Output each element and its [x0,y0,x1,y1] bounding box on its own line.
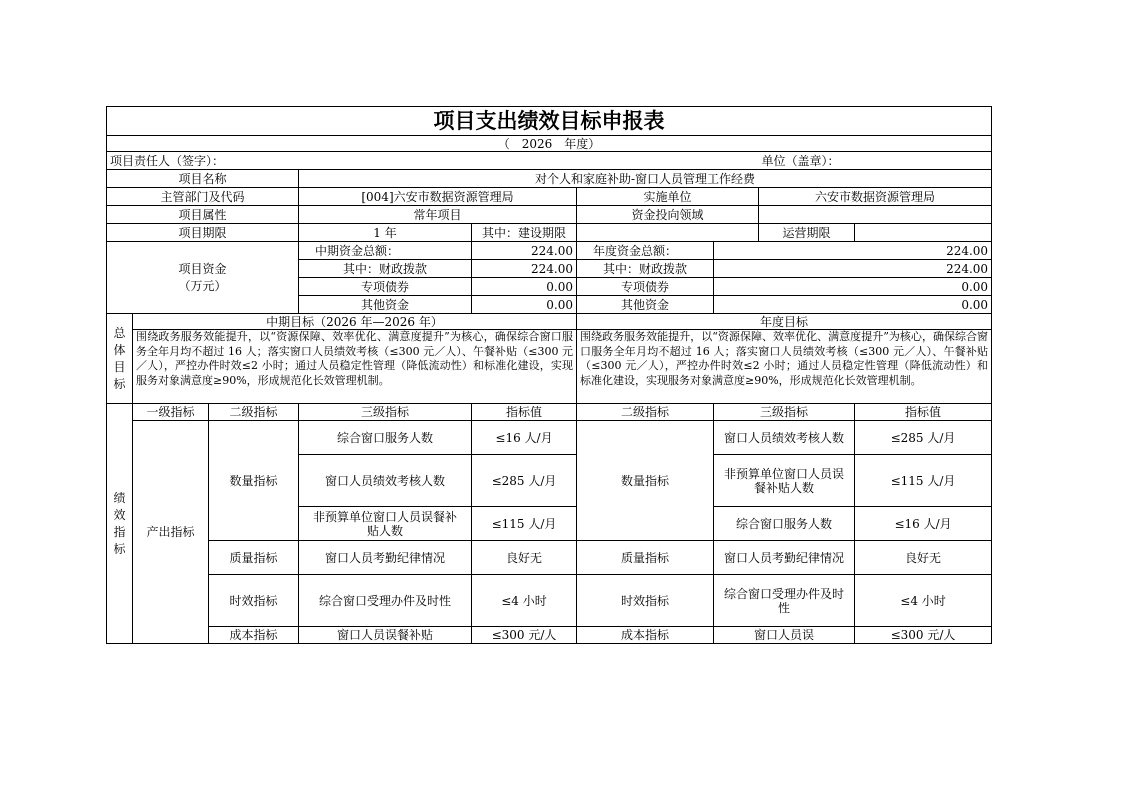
annual-bond-value: 0.00 [714,278,992,296]
annual-indicator-name: 综合窗口受理办件及时性 [714,575,855,627]
project-name-label: 项目名称 [107,170,299,188]
mid-indicator-name: 窗口人员误餐补贴 [299,627,472,644]
mid-other-value: 0.00 [472,296,577,314]
overall-goals-char: 总 [113,325,126,340]
mid-indicator-value: 良好无 [472,541,577,575]
quantity-indicator-label: 数量指标 [209,421,299,541]
mid-indicator-name: 综合窗口服务人数 [299,421,472,455]
indicators-char: 指 [113,524,126,539]
mid-indicator-value: ≤285 人/月 [472,455,577,507]
funds-label-line1: 项目资金 [178,261,227,276]
responsible-signature-label: 项目责任人（签字）： [107,152,759,170]
annual-indicator-name: 窗口人员考勤纪律情况 [714,541,855,575]
mid-indicator-value: ≤4 小时 [472,575,577,627]
unit-seal-label: 单位（盖章）： [759,152,992,170]
build-period-label: 其中：建设期限 [472,224,577,242]
mid-other-label: 其他资金 [299,296,472,314]
header-value-annual: 指标值 [855,404,992,421]
annual-indicator-value: ≤4 小时 [855,575,992,627]
mid-goal-header: 中期目标（2026 年—2026 年） [133,314,577,330]
mid-total-label: 中期资金总额： [299,242,472,260]
annual-fiscal-value: 224.00 [714,260,992,278]
annual-bond-label: 专项债券 [577,278,714,296]
dept-label: 主管部门及代码 [107,188,299,206]
performance-goal-table [106,106,992,644]
year-line: （ 2026 年度） [107,136,992,152]
impl-unit-label: 实施单位 [577,188,759,206]
annual-indicator-name: 非预算单位窗口人员误餐补贴人数 [714,455,855,507]
indicators-char: 效 [113,507,126,522]
overall-goals-char: 目 [113,359,126,374]
header-level2: 二级指标 [209,404,299,421]
mid-fiscal-label: 其中：财政拨款 [299,260,472,278]
header-level2-annual: 二级指标 [577,404,714,421]
mid-fiscal-value: 224.00 [472,260,577,278]
invest-field-value [759,206,992,224]
output-indicator-label: 产出指标 [133,421,209,644]
funds-label-line2: （万元） [178,278,227,293]
mid-indicator-value: ≤16 人/月 [472,421,577,455]
annual-indicator-value: ≤285 人/月 [855,421,992,455]
header-level3: 三级指标 [299,404,472,421]
header-level1: 一级指标 [133,404,209,421]
mid-indicator-name: 窗口人员绩效考核人数 [299,455,472,507]
mid-total-value: 224.00 [472,242,577,260]
project-attr-label: 项目属性 [107,206,299,224]
annual-goal-text: 围绕政务服务效能提升，以“资源保障、效率优化、满意度提升”为核心，确保综合窗口服务全年月均不超过 16 人；落实窗口人员绩效考核（≤300 元／人）、午餐补贴（≤300 元／人），严控办件时效≤2 小时；通过人员稳定性管理（降低流动性）和标准化建设，实现服务对象满意度≥90%，形成规范化长效管理机制。 [577,330,992,404]
mid-bond-label: 专项债券 [299,278,472,296]
mid-indicator-name: 综合窗口受理办件及时性 [299,575,472,627]
oper-period-value [855,224,992,242]
annual-indicator-name: 窗口人员绩效考核人数 [714,421,855,455]
indicators-char: 绩 [113,490,126,505]
annual-total-value: 224.00 [714,242,992,260]
mid-indicator-name: 非预算单位窗口人员误餐补贴人数 [299,507,472,541]
mid-indicator-value: ≤115 人/月 [472,507,577,541]
build-period-value [577,224,759,242]
page-title: 项目支出绩效目标申报表 [107,107,992,136]
dept-value: [004]六安市数据资源管理局 [299,188,577,206]
annual-other-label: 其他资金 [577,296,714,314]
mid-goal-text: 围绕政务服务效能提升，以“资源保障、效率优化、满意度提升”为核心，确保综合窗口服务全年月均不超过 16 人；落实窗口人员绩效考核（≤300 元／人）、午餐补贴（≤300 元／人），严控办件时效≤2 小时；通过人员稳定性管理（降低流动性）和标准化建设，实现服务对象满意度≥90%，形成规范化长效管理机制。 [133,330,577,404]
quantity-indicator-label-annual: 数量指标 [577,421,714,541]
funds-label [107,242,299,314]
impl-unit-value: 六安市数据资源管理局 [759,188,992,206]
oper-period-label: 运营期限 [759,224,855,242]
annual-indicator-name: 综合窗口服务人数 [714,507,855,541]
overall-goals-label [107,314,133,404]
indicators-label [107,404,133,644]
annual-indicator-name: 窗口人员误 [714,627,855,644]
cost-indicator-label: 成本指标 [209,627,299,644]
time-indicator-label: 时效指标 [209,575,299,627]
time-indicator-label-annual: 时效指标 [577,575,714,627]
overall-goals-char: 标 [113,376,126,391]
quality-indicator-label: 质量指标 [209,541,299,575]
annual-goal-header: 年度目标 [577,314,992,330]
annual-total-label: 年度资金总额： [577,242,714,260]
header-level3-annual: 三级指标 [714,404,855,421]
annual-indicator-value: ≤115 人/月 [855,455,992,507]
project-period-value: 1 年 [299,224,472,242]
header-value: 指标值 [472,404,577,421]
invest-field-label: 资金投向领域 [577,206,759,224]
annual-indicator-value: ≤300 元/人 [855,627,992,644]
mid-indicator-value: ≤300 元/人 [472,627,577,644]
annual-other-value: 0.00 [714,296,992,314]
annual-indicator-value: ≤16 人/月 [855,507,992,541]
project-name-value: 对个人和家庭补助-窗口人员管理工作经费 [299,170,992,188]
project-period-label: 项目期限 [107,224,299,242]
annual-indicator-value: 良好无 [855,541,992,575]
annual-fiscal-label: 其中：财政拨款 [577,260,714,278]
indicators-char: 标 [113,541,126,556]
overall-goals-char: 体 [113,342,126,357]
quality-indicator-label-annual: 质量指标 [577,541,714,575]
mid-indicator-name: 窗口人员考勤纪律情况 [299,541,472,575]
mid-bond-value: 0.00 [472,278,577,296]
cost-indicator-label-annual: 成本指标 [577,627,714,644]
project-attr-value: 常年项目 [299,206,577,224]
